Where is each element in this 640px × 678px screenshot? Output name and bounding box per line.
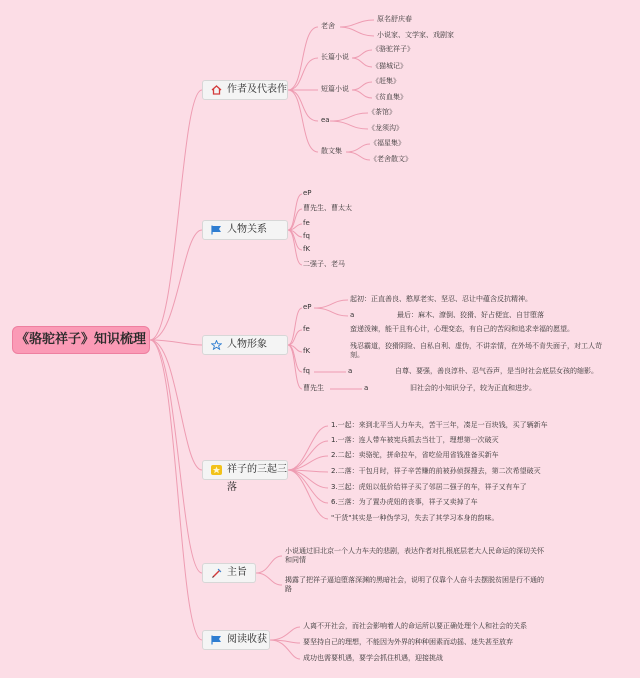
- theme-item[interactable]: 揭露了把祥子逼迫堕落深渊的黑暗社会，说明了仅靠个人奋斗去摆脱贫困是行不通的路: [285, 576, 544, 593]
- gains-item[interactable]: 人离不开社会，而社会影响着人的命运所以要正确处理个人和社会的关系: [303, 622, 527, 630]
- character-sub[interactable]: a: [364, 384, 369, 392]
- author-laoshe-item[interactable]: 原名舒庆春: [377, 15, 412, 23]
- character-desc[interactable]: 最后：麻木、潦倒、狡猾、好占便宜、自甘堕落: [397, 311, 544, 319]
- character-label[interactable]: fK: [303, 347, 311, 355]
- author-ea-item[interactable]: 《茶馆》: [368, 108, 396, 116]
- character-label[interactable]: fe: [303, 325, 310, 333]
- character-label[interactable]: fq: [303, 367, 310, 375]
- character-sub[interactable]: a: [350, 311, 355, 319]
- author-short-item[interactable]: 《贫血集》: [372, 93, 407, 101]
- theme-item[interactable]: 小说通过旧北京一个人力车夫的悲剧，表达作者对扎根底层老大人民命运的深切关怀和同情: [285, 547, 544, 564]
- ups-downs-item[interactable]: 6.三落：为了置办虎妞的丧事，祥子又卖掉了车: [331, 498, 478, 506]
- branch-gains[interactable]: [202, 630, 270, 650]
- ups-downs-item[interactable]: 2.二落：干包月时，祥子辛苦赚的前被孙侦探搜去，第二次希望破灭: [331, 467, 541, 475]
- author-novel[interactable]: 长篇小说: [321, 53, 349, 61]
- author-ea-item[interactable]: 《龙须沟》: [368, 124, 403, 132]
- character-label[interactable]: eP: [303, 303, 312, 311]
- root-topic[interactable]: 《骆驼祥子》知识梳理: [12, 326, 150, 354]
- branch-label: 祥子的三起三落: [227, 464, 287, 493]
- author-essay-item[interactable]: 《福星集》: [370, 139, 405, 147]
- ups-downs-item[interactable]: 3.三起：虎妞以低价给祥子买了邻居二强子的车，祥子又有车了: [331, 483, 527, 491]
- branch-theme[interactable]: [202, 563, 256, 583]
- branch-relations[interactable]: [202, 220, 288, 240]
- author-essay-item[interactable]: 《老舍散文》: [370, 155, 412, 163]
- character-desc[interactable]: 蛮递泼辣，能干且有心计，心理变态，有自己的苦闷和追求幸福的愿望。: [350, 325, 574, 333]
- author-short[interactable]: 短篇小说: [321, 85, 349, 93]
- gains-item[interactable]: 要坚持自己的理想，不能因为外界的种种困素而动摇、迷失甚至放弃: [303, 638, 513, 646]
- flag-icon: [211, 225, 222, 235]
- character-label[interactable]: 曹先生: [303, 384, 324, 392]
- star-outline-icon: [211, 340, 222, 350]
- branch-label: 人物形象: [227, 339, 267, 350]
- character-desc[interactable]: 残忍霸道，狡猾阴险、自私自利、虚伪，不讲亲情，在外场不肯失面子，对工人苛刻。: [350, 342, 602, 359]
- ups-downs-item[interactable]: 1.一落：连人带车被宪兵抓去当壮丁，理想第一次破灭: [331, 436, 499, 444]
- gains-item[interactable]: 成功也需要机遇，要学会抓住机遇，迎接挑战: [303, 654, 443, 662]
- author-novel-item[interactable]: 《猫城记》: [372, 62, 407, 70]
- branch-label: 作者及代表作: [227, 84, 287, 95]
- branch-label: 阅读收获: [227, 634, 267, 645]
- author-short-item[interactable]: 《赶集》: [372, 77, 400, 85]
- ups-downs-item[interactable]: "干货"其实是一种伪学习，失去了其学习本身的韵味。: [331, 514, 499, 522]
- author-ea[interactable]: ea: [321, 116, 330, 124]
- branch-characters[interactable]: [202, 335, 288, 355]
- star-badge-icon: [211, 465, 222, 475]
- character-desc[interactable]: 旧社会的小知识分子，较为正直和进步。: [410, 384, 536, 392]
- branch-label: 主旨: [227, 567, 247, 578]
- author-laoshe[interactable]: 老舍: [321, 22, 335, 30]
- branch-label: 人物关系: [227, 224, 267, 235]
- relation-item[interactable]: eP: [303, 189, 312, 197]
- character-desc[interactable]: 自尊、要强，善良淳朴、忍气吞声，是当时社会底层女孩的缩影。: [395, 367, 598, 375]
- ups-downs-item[interactable]: 1.一起：来到北平当人力车夫，苦干三年，凑足一百块钱，买了辆新车: [331, 421, 548, 429]
- branch-author[interactable]: [202, 80, 288, 100]
- author-novel-item[interactable]: 《骆驼祥子》: [372, 45, 414, 53]
- ups-downs-item[interactable]: 2.二起：卖骆驼，拼命拉车，省吃俭用省钱准备买新车: [331, 451, 499, 459]
- character-desc[interactable]: 起初：正直善良、憨厚老实、坚忍、忍让中蕴含反抗精神。: [350, 295, 532, 303]
- relation-item[interactable]: fK: [303, 245, 311, 253]
- home-icon: [211, 85, 222, 95]
- character-sub[interactable]: a: [348, 367, 353, 375]
- relation-item[interactable]: 二强子、老马: [303, 260, 345, 268]
- relation-item[interactable]: 曹先生、曹太太: [303, 204, 352, 212]
- author-essay[interactable]: 散文集: [321, 147, 342, 155]
- branch-ups-downs[interactable]: [202, 460, 288, 493]
- pen-icon: [211, 568, 222, 578]
- relation-item[interactable]: fq: [303, 232, 310, 240]
- relation-item[interactable]: fe: [303, 219, 310, 227]
- author-laoshe-item[interactable]: 小说家、文学家、戏剧家: [377, 31, 454, 39]
- flag-icon: [211, 635, 222, 645]
